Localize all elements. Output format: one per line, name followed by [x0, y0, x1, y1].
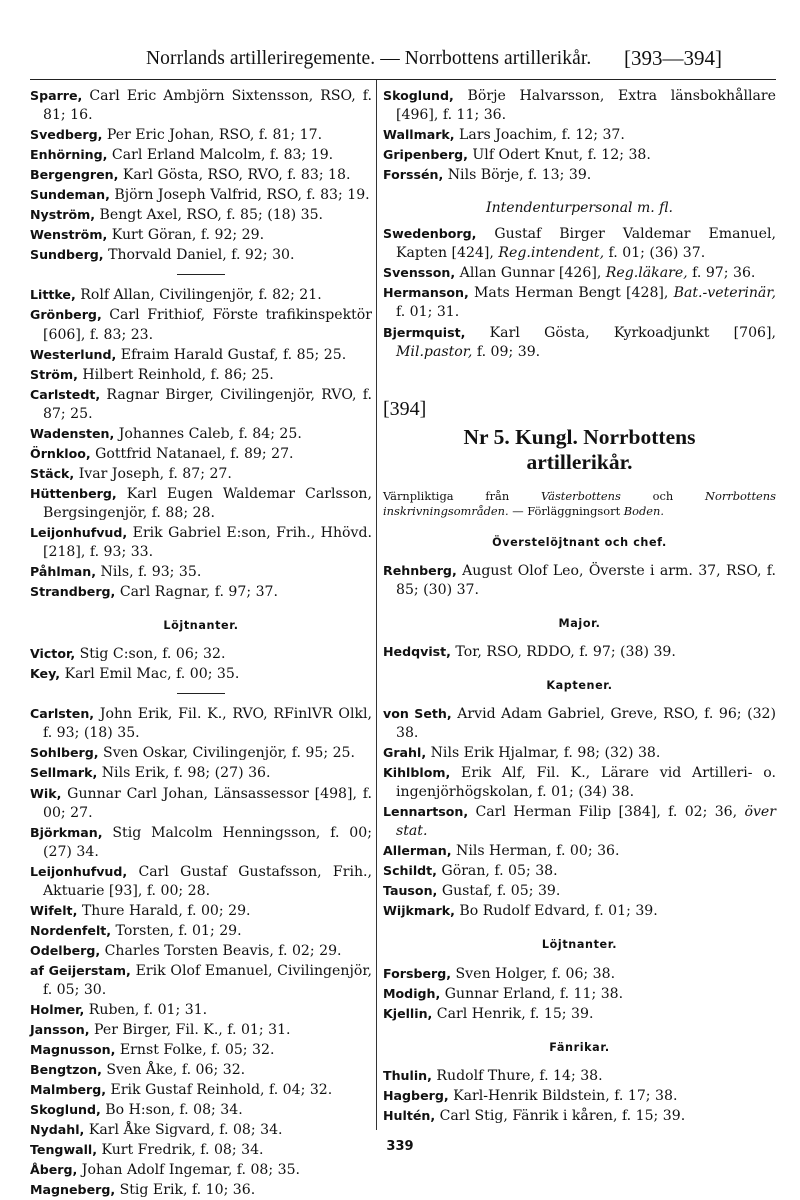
surname: Wenström,	[30, 227, 108, 243]
fanrikar-list	[383, 1066, 776, 1126]
list-item	[30, 763, 372, 783]
entry-details: Börje Halvarsson, Extra länsbokhållare [496], f. 11; 36.	[396, 88, 776, 124]
entry-details: Per Birger, Fil. K., f. 01; 31.	[89, 1022, 291, 1039]
entry-details: Johan Adolf Ingemar, f. 08; 35.	[77, 1162, 301, 1179]
entry-title: Reg.intendent,	[498, 245, 605, 262]
list-item	[383, 881, 776, 901]
list-item	[30, 86, 372, 125]
entry-details: Tor, RSO, RDDO, f. 97; (38) 39.	[450, 643, 676, 660]
section-heading-intendentur: Intendenturpersonal m. fl.	[486, 200, 673, 217]
list-item	[383, 224, 776, 263]
entry-details: Carl Erland Malcolm, f. 83; 19.	[107, 147, 334, 164]
section-heading-lojtnanter-right: Löjtnanter.	[541, 938, 618, 952]
list-item	[30, 1180, 372, 1200]
surname: Tengwall,	[30, 1142, 97, 1158]
list-item	[383, 964, 776, 984]
chef-list	[383, 561, 776, 600]
section-heading-major: Major.	[558, 616, 601, 630]
list-item	[30, 644, 372, 664]
entry-details: Bo H:son, f. 08; 34.	[100, 1102, 243, 1119]
entry-details: Hilbert Reinhold, f. 86; 25.	[77, 366, 274, 383]
surname: Grahl,	[383, 745, 427, 761]
surname: Kjellin,	[383, 1005, 433, 1021]
entry-details: Karl Emil Mac, f. 00; 35.	[60, 666, 240, 683]
surname: Jansson,	[30, 1022, 90, 1038]
entry-details: Ruben, f. 01; 31.	[84, 1002, 208, 1019]
unit-note	[383, 489, 776, 519]
list-item	[30, 823, 372, 862]
surname: Wijkmark,	[383, 903, 455, 919]
surname: Hüttenberg,	[30, 485, 117, 501]
page-number: 339	[386, 1139, 414, 1154]
entry-details: Gunnar Carl Johan, Länsassessor [498], f. 00; 27.	[43, 785, 372, 821]
entry-details: Nils Erik, f. 98; (27) 36.	[97, 765, 271, 782]
surname: Sundeman,	[30, 187, 110, 203]
list-item	[30, 285, 372, 305]
surname: Svensson,	[383, 265, 456, 281]
header-rule	[30, 79, 776, 80]
surname: Allerman,	[383, 843, 452, 859]
unit-title	[383, 425, 776, 475]
surname: Grönberg,	[30, 307, 102, 323]
list-item	[30, 1040, 372, 1060]
list-item	[383, 802, 776, 841]
surname: Bergengren,	[30, 167, 119, 183]
surname: Hedqvist,	[383, 643, 451, 659]
surname: Sellmark,	[30, 765, 98, 781]
list-item	[383, 86, 776, 125]
surname: Hagberg,	[383, 1087, 449, 1103]
entry-details: Nils Erik Hjalmar, f. 98; (32) 38.	[426, 745, 661, 762]
list-item	[30, 185, 372, 205]
surname: Wik,	[30, 785, 62, 801]
entry-details: Nils Börje, f. 13; 39.	[443, 167, 592, 184]
right-column	[383, 86, 776, 1126]
section-number: [394]	[383, 397, 427, 420]
list-item	[383, 283, 776, 322]
list-item	[30, 165, 372, 185]
list-item	[30, 961, 372, 1000]
list-item	[383, 1086, 776, 1106]
list-item	[383, 263, 776, 283]
page-range: [393—394]	[624, 46, 722, 70]
list-item	[30, 1060, 372, 1080]
surname: Magneberg,	[30, 1182, 116, 1198]
separator	[177, 693, 225, 694]
surname: Forssén,	[383, 167, 444, 183]
section-heading-chef: Överstelöjtnant och chef.	[492, 535, 667, 549]
entry-details: Karl Gösta, RSO, RVO, f. 83; 18.	[118, 167, 351, 184]
surname: Westerlund,	[30, 346, 117, 362]
list-item	[383, 763, 776, 802]
entry-details: Ivar Joseph, f. 87; 27.	[74, 465, 232, 482]
surname: Björkman,	[30, 824, 103, 840]
entry-details: Nils, f. 93; 35.	[96, 564, 202, 581]
list-item	[383, 323, 776, 362]
list-item	[30, 1020, 372, 1040]
entry-details: John Erik, Fil. K., RVO, RFinlVR Olkl, f. 93; (18) 35.	[43, 706, 372, 742]
surname: Swedenborg,	[383, 226, 477, 242]
entry-dates: f. 97; 36.	[687, 265, 756, 282]
surname: Magnusson,	[30, 1042, 116, 1058]
surname: Bengtzon,	[30, 1062, 102, 1078]
surname: Modigh,	[383, 985, 441, 1001]
list-item	[30, 1000, 372, 1020]
entry-details: Stig Erik, f. 10; 36.	[115, 1182, 256, 1199]
list-item	[383, 1066, 776, 1086]
surname: Wadensten,	[30, 425, 115, 441]
entry-details: Kurt Fredrik, f. 08; 34.	[97, 1142, 264, 1159]
list-item	[383, 841, 776, 861]
section-heading-kaptener: Kaptener.	[546, 678, 613, 692]
entry-details: Karl Eugen Waldemar Carlsson, Bergsingenjör, f. 88; 28.	[43, 485, 372, 521]
surname: Odelberg,	[30, 942, 101, 958]
entry-details: Thorvald Daniel, f. 92; 30.	[103, 247, 295, 264]
list-item	[30, 562, 372, 582]
surname: Hermanson,	[383, 285, 469, 301]
entry-dates: f. 01; (36) 37.	[604, 245, 706, 262]
note-location: Boden.	[623, 503, 664, 518]
surname: Stäck,	[30, 465, 75, 481]
surname: Lennartson,	[383, 804, 469, 820]
entry-details: Sven Åke, f. 06; 32.	[101, 1062, 246, 1079]
entry-details: Carl Ragnar, f. 97; 37.	[115, 584, 278, 601]
entry-details: Nils Herman, f. 00; 36.	[451, 843, 620, 860]
list-item	[30, 305, 372, 344]
surname: Svedberg,	[30, 127, 103, 143]
entry-details: Rudolf Thure, f. 14; 38.	[431, 1067, 603, 1084]
surname: Sohlberg,	[30, 745, 99, 761]
list-item	[383, 1004, 776, 1024]
surname: Åberg,	[30, 1162, 78, 1178]
entry-details: Gustaf Birger Valdemar Emanuel, Kapten [424],	[396, 226, 776, 262]
surname: Nyström,	[30, 207, 96, 223]
surname: Strandberg,	[30, 584, 116, 600]
surname: Hultén,	[383, 1107, 436, 1123]
surname: Leijonhufvud,	[30, 524, 128, 540]
kaptener-list	[383, 704, 776, 922]
list-item	[30, 125, 372, 145]
intendentur-list	[383, 224, 776, 361]
entry-dates: f. 01; 31.	[396, 304, 460, 321]
entry-details: Lars Joachim, f. 12; 37.	[454, 127, 625, 144]
list-item	[383, 165, 776, 185]
entry-details: Erik Gabriel E:son, Frih., Hhövd. [218], f. 93; 33.	[43, 524, 372, 561]
surname: Nordenfelt,	[30, 922, 112, 938]
surname: Schildt,	[383, 863, 437, 879]
list-item	[30, 385, 372, 424]
surname: af Geijerstam,	[30, 962, 131, 978]
surname: Wallmark,	[383, 127, 455, 143]
list-item	[30, 484, 372, 523]
list-item	[383, 1106, 776, 1126]
list-item	[383, 861, 776, 881]
list-item	[30, 345, 372, 365]
entry-details: Carl Stig, Fänrik i kåren, f. 15; 39.	[435, 1107, 686, 1124]
list-item	[383, 125, 776, 145]
entry-details: Karl Åke Sigvard, f. 08; 34.	[84, 1122, 283, 1139]
list-item	[30, 145, 372, 165]
surname: Thulin,	[383, 1067, 432, 1083]
list-item	[30, 743, 372, 763]
continued-list	[383, 86, 776, 185]
entry-details: Ulf Odert Knut, f. 12; 38.	[467, 147, 651, 164]
list-item	[30, 464, 372, 484]
surname: Rehnberg,	[383, 562, 457, 578]
reserve-list	[30, 285, 372, 602]
surname: Littke,	[30, 287, 76, 303]
entry-dates: f. 09; 39.	[472, 343, 541, 360]
entry-title: Reg.läkare,	[605, 265, 688, 282]
entry-details: Gunnar Erland, f. 11; 38.	[440, 985, 624, 1002]
entry-details: Torsten, f. 01; 29.	[111, 922, 242, 939]
entry-details: Bengt Axel, RSO, f. 85; (18) 35.	[95, 207, 324, 224]
list-item	[383, 984, 776, 1004]
entry-details: Ernst Folke, f. 05; 32.	[115, 1042, 275, 1059]
note-region-2: Norrbottens inskrivningsområden.	[383, 488, 776, 518]
surname: Sparre,	[30, 88, 83, 103]
entry-details: Stig Malcolm Henningsson, f. 00; (27) 34.	[43, 824, 372, 860]
section-heading-fanrikar: Fänrikar.	[549, 1040, 610, 1054]
note-text: och	[620, 488, 706, 503]
surname: Victor,	[30, 646, 76, 662]
entry-details: Carl Henrik, f. 15; 39.	[432, 1005, 594, 1022]
officer-list	[30, 86, 372, 265]
unit-title-line-1: Nr 5. Kungl. Norrbottens	[463, 424, 696, 449]
list-item	[30, 245, 372, 265]
entry-details: Allan Gunnar [426],	[455, 265, 606, 282]
list-item	[30, 1100, 372, 1120]
list-item	[30, 921, 372, 941]
list-item	[30, 704, 372, 743]
surname: Enhörning,	[30, 147, 108, 163]
surname: Holmer,	[30, 1002, 85, 1018]
list-item	[30, 1160, 372, 1180]
list-item	[30, 225, 372, 245]
entry-details: Stig C:son, f. 06; 32.	[75, 646, 226, 663]
surname: Carlsten,	[30, 706, 95, 722]
entry-details: Johannes Caleb, f. 84; 25.	[114, 425, 302, 442]
surname: Örnkloo,	[30, 445, 91, 461]
lojtnanter-list-right	[383, 964, 776, 1024]
list-item	[30, 424, 372, 444]
surname: Bjermquist,	[383, 324, 466, 340]
surname: Key,	[30, 666, 61, 682]
list-item	[30, 1120, 372, 1140]
entry-details: Carl Eric Ambjörn Sixtensson, RSO, f. 81; 16.	[43, 88, 372, 124]
list-item	[383, 561, 776, 600]
entry-details: August Olof Leo, Överste i arm. 37, RSO, f. 85; (30) 37.	[396, 562, 776, 598]
lojtnanter-list	[30, 644, 372, 684]
list-item	[383, 901, 776, 921]
entry-details: Björn Joseph Valfrid, RSO, f. 83; 19.	[109, 187, 370, 204]
entry-details: Göran, f. 05; 38.	[436, 863, 558, 880]
entry-details: Thure Harald, f. 00; 29.	[77, 902, 251, 919]
list-item	[30, 862, 372, 901]
list-item	[30, 941, 372, 961]
list-item	[30, 205, 372, 225]
entry-details: Ragnar Birger, Civilingenjör, RVO, f. 87; 25.	[43, 386, 372, 422]
entry-note: över stat.	[396, 804, 776, 840]
entry-details: Kurt Göran, f. 92; 29.	[107, 227, 265, 244]
surname: Skoglund,	[383, 88, 454, 103]
entry-details: Per Eric Johan, RSO, f. 81; 17.	[102, 127, 323, 144]
list-item	[383, 642, 776, 662]
list-item	[30, 664, 372, 684]
entry-details: Erik Alf, Fil. K., Lärare vid Artilleri- o. ingenjörhögskolan, f. 01; (34) 38.	[396, 765, 776, 801]
surname: Påhlman,	[30, 564, 97, 580]
list-item	[30, 582, 372, 602]
entry-details: Gottfrid Natanael, f. 89; 27.	[90, 445, 294, 462]
entry-details: Carl Frithiof, Förste trafikinspektör [606], f. 83; 23.	[43, 307, 372, 343]
page-header	[0, 46, 800, 76]
list-item	[30, 784, 372, 823]
column-divider	[376, 80, 377, 1130]
reserve-lojtnanter-list	[30, 704, 372, 1200]
surname: Leijonhufvud,	[30, 863, 128, 879]
surname: Malmberg,	[30, 1082, 107, 1098]
list-item	[383, 145, 776, 165]
entry-details: Carl Gustaf Gustafsson, Frih., Aktuarie [93], f. 00; 28.	[43, 863, 372, 899]
entry-details: Gustaf, f. 05; 39.	[437, 883, 561, 900]
entry-details: Sven Holger, f. 06; 38.	[451, 965, 616, 982]
unit-title-line-2: artillerikår.	[526, 449, 633, 474]
entry-details: Karl Gösta, Kyrkoadjunkt [706],	[465, 324, 776, 341]
surname: Ström,	[30, 366, 78, 382]
entry-details: Charles Torsten Beavis, f. 02; 29.	[100, 942, 342, 959]
entry-details: Karl-Henrik Bildstein, f. 17; 38.	[448, 1087, 678, 1104]
list-item	[30, 1080, 372, 1100]
note-text: — Förläggningsort	[508, 503, 624, 518]
entry-title: Bat.-veterinär,	[673, 285, 776, 302]
surname: Wifelt,	[30, 902, 78, 918]
entry-details: Arvid Adam Gabriel, Greve, RSO, f. 96; (32) 38.	[396, 705, 776, 741]
surname: Gripenberg,	[383, 147, 468, 163]
section-heading-lojtnanter: Löjtnanter.	[163, 619, 239, 633]
left-column	[30, 86, 372, 1200]
entry-details: Bo Rudolf Edvard, f. 01; 39.	[454, 903, 658, 920]
entry-details: Carl Herman Filip [384], f. 02; 36,	[468, 804, 745, 821]
entry-title: Mil.pastor,	[396, 343, 473, 360]
entry-details: Mats Herman Bengt [428],	[468, 285, 674, 302]
note-region-1: Västerbottens	[540, 488, 621, 503]
list-item	[30, 523, 372, 562]
surname: von Seth,	[383, 705, 452, 721]
surname: Skoglund,	[30, 1102, 101, 1118]
surname: Forsberg,	[383, 965, 452, 981]
list-item	[30, 365, 372, 385]
surname: Tauson,	[383, 883, 438, 899]
entry-details: Efraim Harald Gustaf, f. 85; 25.	[116, 346, 347, 363]
surname: Nydahl,	[30, 1122, 85, 1138]
list-item	[383, 704, 776, 743]
entry-details: Sven Oskar, Civilingenjör, f. 95; 25.	[98, 745, 355, 762]
separator	[177, 274, 225, 275]
list-item	[30, 444, 372, 464]
list-item	[383, 743, 776, 763]
entry-details: Rolf Allan, Civilingenjör, f. 82; 21.	[75, 287, 322, 304]
major-list	[383, 642, 776, 662]
entry-details: Erik Gustaf Reinhold, f. 04; 32.	[106, 1082, 333, 1099]
entry-details: Erik Olof Emanuel, Civilingenjör, f. 05; 30.	[43, 962, 372, 998]
surname: Kihlblom,	[383, 765, 451, 781]
list-item	[30, 901, 372, 921]
surname: Carlstedt,	[30, 386, 101, 402]
surname: Sundberg,	[30, 247, 104, 263]
note-text: Värnpliktiga från	[383, 488, 541, 503]
running-title: Norrlands artilleriregemente. — Norrbottens artillerikår.	[146, 48, 592, 69]
